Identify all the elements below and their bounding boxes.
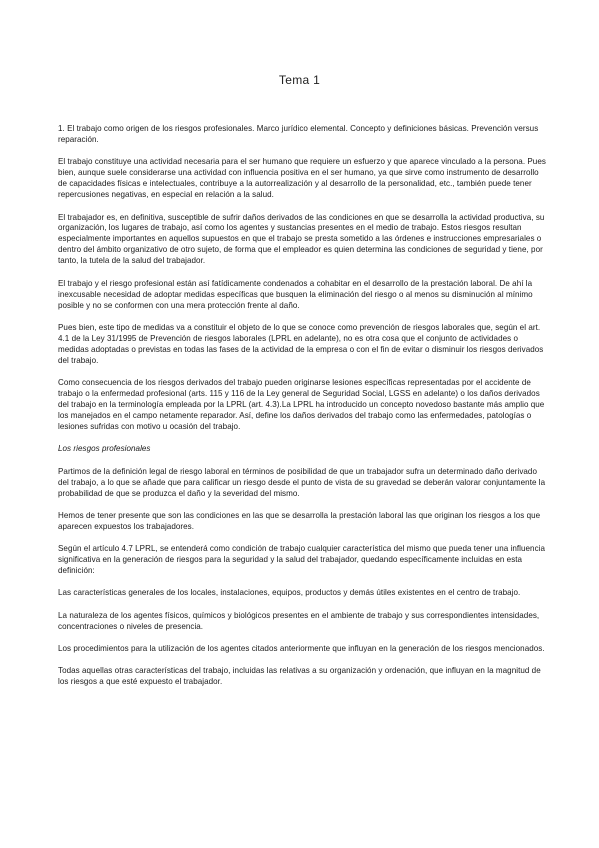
section-subheading: Los riesgos profesionales: [58, 444, 151, 454]
body-paragraph: Pues bien, este tipo de medidas va a constituir el objeto de lo que se conoce como prevención de riesgos laborales que, según el art. 4.1 de la Ley 31/1995 de Prevención de riesgos laborales (LPRL en adelante), no es otra cosa que el conjunto de actividades o medidas adoptadas o previstas en todas las fases de la actividad de la empresa o con el fin de evitar o disminuir los riesgos derivados del trabajo.: [58, 322, 544, 365]
body-paragraph: Según el artículo 4.7 LPRL, se entenderá como condición de trabajo cualquier característica del mismo que pueda tener una influencia significativa en la generación de riesgos para la seguridad y la salud del trabajador, quedando específicamente incluidas en esta definición:: [58, 544, 546, 576]
body-paragraph: El trabajo y el riesgo profesional están así fatídicamente condenados a cohabitar en el desarrollo de la prestación laboral. De ahí la inexcusable necesidad de adoptar medidas específicas que busquen la eliminación del riesgo o al menos su disminución al mínimo posible y no se conformen con una mera protección frente al daño.: [58, 278, 533, 310]
body-paragraph: Hemos de tener presente que son las condiciones en las que se desarrolla la prestación laboral las que originan los riesgos a los que aparecen expuestos los trabajadores.: [58, 510, 541, 531]
list-paragraph: La naturaleza de los agentes físicos, químicos y biológicos presentes en el ambiente de trabajo y sus correspondientes intensidades, concentraciones o niveles de presencia.: [58, 610, 540, 631]
document-body: [58, 124, 548, 700]
list-paragraph: Todas aquellas otras características del trabajo, incluidas las relativas a su organización y ordenación, que influyan en la magnitud de los riesgos a que esté expuesto el trabajador.: [58, 666, 541, 687]
body-paragraph: El trabajador es, en definitiva, susceptible de sufrir daños derivados de las condiciones en que se desarrolla la actividad productiva, su organización, los lugares de trabajo, así como los agentes y sustancias presentes en el medio de trabajo. Estos riesgos resultan especialmente importantes en aquellos supuestos en que el trabajo se presta sometido a las órdenes e instrucciones empresariales o dentro del ámbito organizativo de otro sujeto, de forma que el empleador es quien determina las condiciones de seguridad y tiene, por tanto, la tutela de la salud del trabajador.: [58, 212, 545, 266]
heading-paragraph: 1. El trabajo como origen de los riesgos profesionales. Marco jurídico elemental. Concepto y definiciones básicas. Prevención versus reparación.: [58, 124, 539, 144]
list-paragraph: Los procedimientos para la utilización de los agentes citados anteriormente que influyan en la generación de los riesgos mencionados.: [58, 644, 545, 654]
body-paragraph: El trabajo constituye una actividad necesaria para el ser humano que requiere un esfuerzo y que aparece vinculado a la persona. Pues bien, aunque suele considerarse una actividad con influencia positiva en el ser humano, ya que sirve como instrumento de desarrollo de capacidades físicas e intelectuales, contribuye a la autorrealización y al desarrollo de la personalidad, etc., también puede tener repercusiones negativas, en especial en relación a la salud.: [58, 157, 546, 200]
list-paragraph: Las características generales de los locales, instalaciones, equipos, productos y demás útiles existentes en el centro de trabajo.: [58, 588, 521, 598]
document-title: Tema 1: [278, 73, 321, 87]
body-paragraph: Como consecuencia de los riesgos derivados del trabajo pueden originarse lesiones específicas representadas por el accidente de trabajo o la enfermedad profesional (arts. 115 y 116 de la Ley general de Seguridad Social, LGSS en adelante) o los daños derivados del trabajo en la terminología empleada por la LPRL (art. 4.3).La LPRL ha introducido un concepto novedoso bastante más amplio que los manejados en el campo netamente reparador. Así, define los daños derivados del trabajo como las enfermedades, patologías o lesiones sufridas con motivo u ocasión del trabajo.: [58, 378, 545, 431]
body-paragraph: Partimos de la definición legal de riesgo laboral en términos de posibilidad de que un trabajador sufra un determinado daño derivado del trabajo, a lo que se añade que para calificar un riesgo desde el punto de vista de su gravedad se deberán valorar conjuntamente la probabilidad de que se produzca el daño y la severidad del mismo.: [58, 466, 546, 498]
